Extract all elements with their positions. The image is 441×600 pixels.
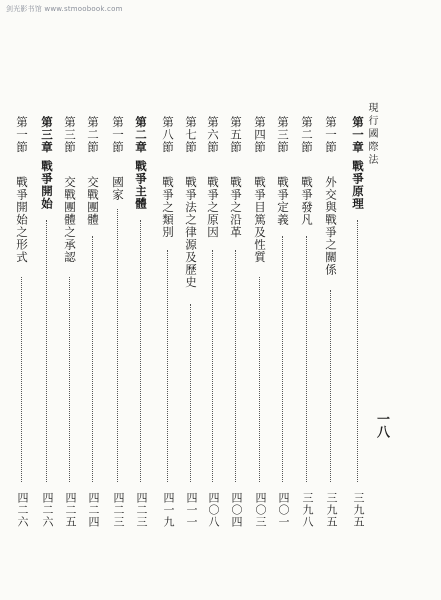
toc-entry-title: 戰爭之類別 (161, 176, 175, 239)
toc-entry-page: 四二六 (41, 492, 54, 528)
toc-entry-page: 四一一 (185, 492, 198, 528)
toc-entry-label: 第四節 (253, 116, 267, 154)
dot-leader (69, 277, 70, 483)
dot-leader (46, 220, 47, 482)
dot-leader (330, 290, 331, 482)
toc-entry-label: 第一節 (15, 116, 29, 154)
dot-leader (259, 277, 260, 483)
dot-leader (306, 236, 307, 482)
toc-entry-title: 戰爭目篤及性質 (253, 176, 267, 264)
toc-entry-page: 四二五 (64, 492, 77, 528)
toc-entry (160, 116, 176, 528)
toc-entry-label: 第三節 (276, 116, 290, 154)
dot-leader (92, 236, 93, 482)
dot-leader (167, 250, 168, 483)
toc-entry (323, 116, 339, 528)
toc-entry-title: 外交與戰爭之關係 (324, 176, 338, 276)
toc-entry-title: 戰爭主體 (134, 160, 148, 210)
toc-entry-label: 第一節 (324, 116, 338, 154)
toc-entry-title: 戰爭發凡 (300, 176, 314, 226)
toc-entry-title: 戰爭定義 (276, 176, 290, 226)
toc-entry-label: 第一節 (111, 116, 125, 154)
toc-entry-page: 三九五 (325, 492, 338, 528)
running-title: 現行國際法 (366, 102, 377, 167)
toc-entry (133, 116, 149, 528)
toc-entry-page: 三九八 (301, 492, 314, 528)
toc-entry-label: 第七節 (184, 116, 198, 154)
dot-leader (212, 250, 213, 483)
dot-leader (140, 220, 141, 482)
toc-entry-title: 戰爭開始 (40, 160, 54, 210)
toc-entry (14, 116, 30, 528)
toc-entry (62, 116, 78, 528)
toc-entry-label: 第八節 (161, 116, 175, 154)
toc-entry-page: 四〇三 (254, 492, 267, 528)
toc-entry-title: 戰爭原理 (351, 160, 365, 210)
toc-entry-title: 國家 (111, 176, 125, 201)
dot-leader (357, 220, 358, 482)
toc-entry-title: 交戰團體之承認 (63, 176, 77, 264)
watermark: 剑光影书馆 www.stmoobook.com (6, 5, 123, 13)
dot-leader (235, 250, 236, 483)
toc-entry-label: 第二章 (134, 116, 148, 154)
dot-leader (282, 236, 283, 482)
toc-entry-page: 四二四 (87, 492, 100, 528)
dot-leader (21, 277, 22, 483)
toc-entry-page: 四二三 (135, 492, 148, 528)
toc-entry-label: 第三章 (40, 116, 54, 154)
toc-entry-page: 四一九 (162, 492, 175, 528)
toc-entry (252, 116, 268, 528)
toc-entry-title: 戰爭開始之形式 (15, 176, 29, 264)
toc-entry-label: 第三節 (63, 116, 77, 154)
toc-entry (183, 116, 199, 528)
dot-leader (117, 209, 118, 482)
toc-entry-label: 第六節 (206, 116, 220, 154)
toc-entry (205, 116, 221, 528)
toc-entry (228, 116, 244, 528)
toc-entry-title: 戰爭之沿革 (229, 176, 243, 239)
toc-entry-page: 三九五 (352, 492, 365, 528)
toc-entry-label: 第一章 (351, 116, 365, 154)
toc-entry (39, 116, 55, 528)
toc-entry-title: 戰爭法之律源及歷史 (184, 176, 198, 289)
toc-entry-page: 四二六 (16, 492, 29, 528)
toc-entry-page: 四〇四 (230, 492, 243, 528)
toc-entry (299, 116, 315, 528)
toc-entry-page: 四二三 (112, 492, 125, 528)
toc-entry-page: 四〇一 (277, 492, 290, 528)
toc-entry-title: 戰爭之原因 (206, 176, 220, 239)
toc-entry-page: 四〇八 (207, 492, 220, 528)
dot-leader (190, 304, 191, 483)
toc-entry-label: 第五節 (229, 116, 243, 154)
toc-entry-title: 交戰團體 (86, 176, 100, 226)
toc-entry (110, 116, 126, 528)
toc-entry (350, 116, 366, 528)
toc-entry (275, 116, 291, 528)
toc-entry-label: 第二節 (300, 116, 314, 154)
page-number: 一八 (374, 412, 389, 438)
toc-entry-label: 第二節 (86, 116, 100, 154)
toc-entry (85, 116, 101, 528)
